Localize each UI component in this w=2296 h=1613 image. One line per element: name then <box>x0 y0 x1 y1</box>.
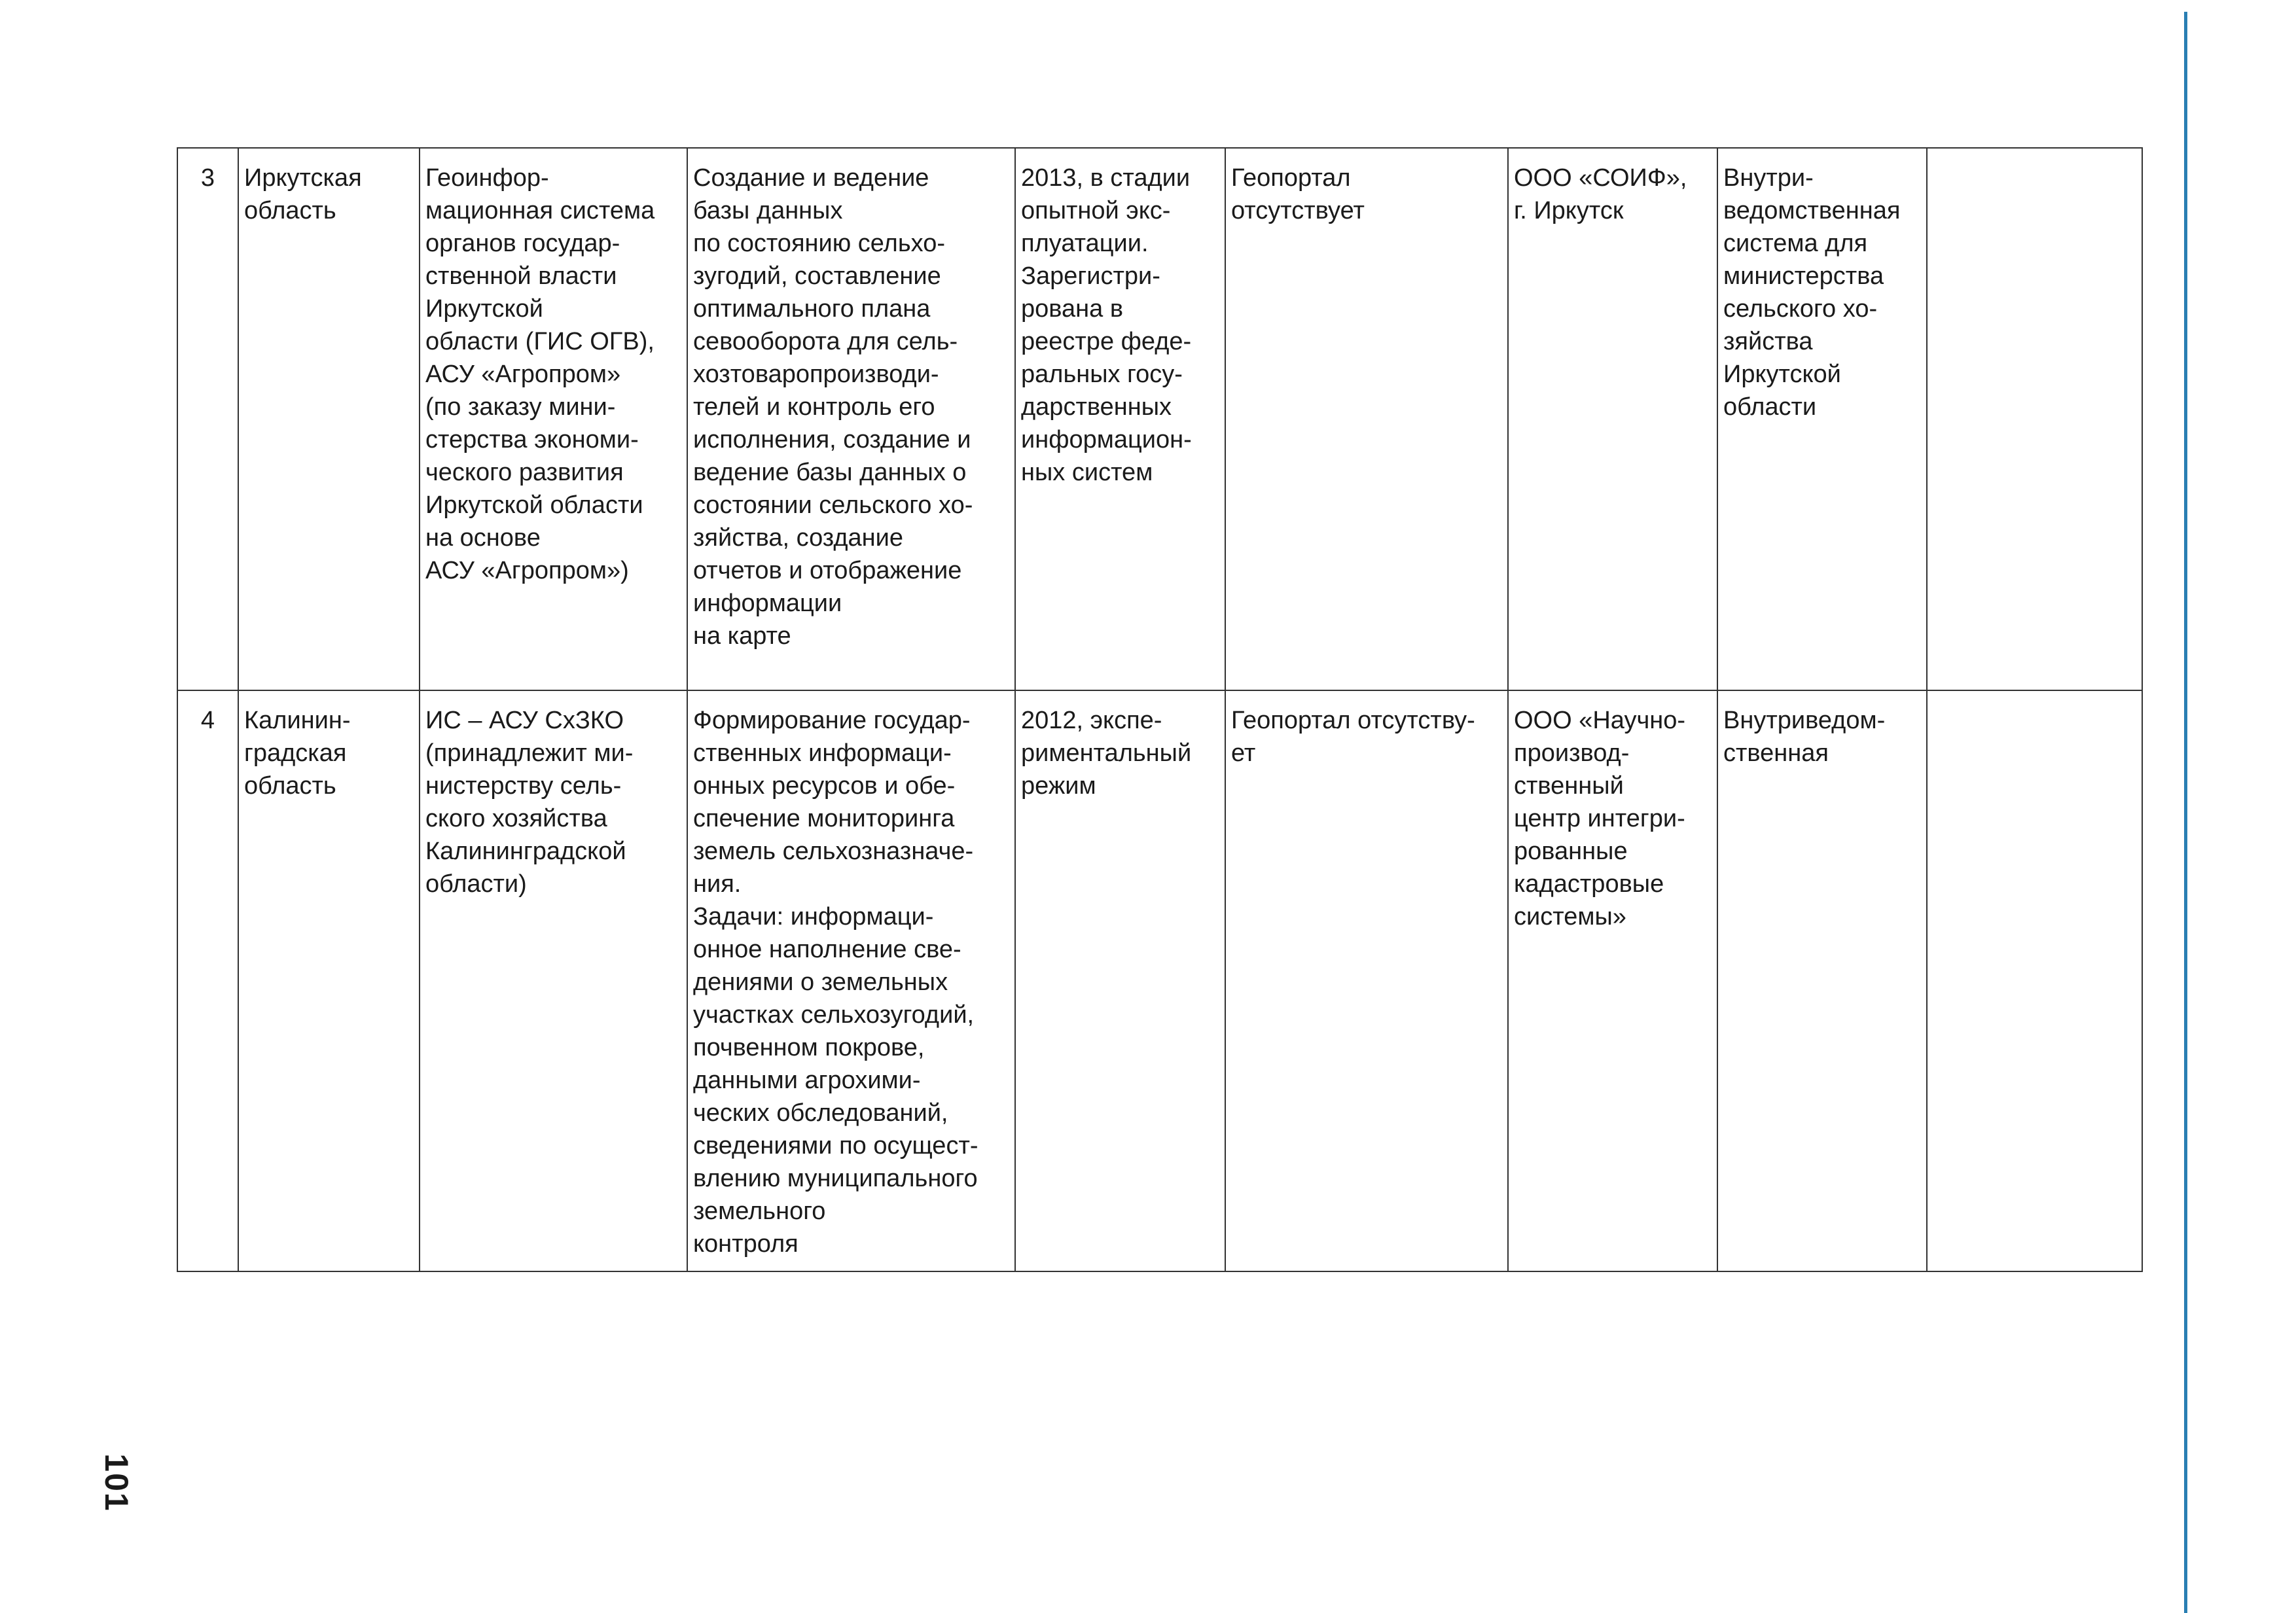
status-cell: 2013, в стадии опытной экс- плуатации. Зарегистри- рована в реестре феде- ральных госу- дарственных информацион- ных систем <box>1015 148 1225 690</box>
system-name-cell: ИС – АСУ СхЗКО (принадлежит ми- нистерству сель- ского хозяйства Калининградской области) <box>420 690 687 1271</box>
region-cell: Иркутская область <box>238 148 420 690</box>
row-number-cell: 4 <box>177 690 238 1271</box>
margin-rule <box>2184 12 2187 1613</box>
status-cell: 2012, экспе- риментальный режим <box>1015 690 1225 1271</box>
page-number: 101 <box>98 1453 135 1512</box>
table-row <box>177 690 2142 1271</box>
access-cell: Внутриведом- ственная <box>1717 690 1927 1271</box>
purpose-cell: Формирование государ- ственных информаци- онных ресурсов и обе- спечение мониторинга земель сельхозназначе- ния. Задачи: информаци- онное наполнение све- дениями о земельных участках сельхозугодий, почвенном покрове, данными агрохими- ческих обследований, сведениями по осущест- влению муниципального земельного контроля <box>687 690 1015 1271</box>
geoportal-cell: Геопортал отсутствует <box>1225 148 1508 690</box>
system-name-cell: Геоинфор- мационная система органов государ- ственной власти Иркутской области (ГИС ОГВ), АСУ «Агропром» (по заказу мини- стерства экономи- ческого развития Иркутской области на основе АСУ «Агропром») <box>420 148 687 690</box>
row-number-cell: 3 <box>177 148 238 690</box>
extra-cell <box>1927 148 2142 690</box>
registry-table <box>177 147 2143 1272</box>
purpose-cell: Создание и ведение базы данных по состоянию сельхо- зугодий, составление оптимального плана севооборота для сель- хозтоваропроизводи- телей и контроль его исполнения, создание и ведение базы данных о состоянии сельского хо- зяйства, создание отчетов и отображение информации на карте <box>687 148 1015 690</box>
developer-cell: ООО «СОИФ», г. Иркутск <box>1508 148 1717 690</box>
table-row <box>177 148 2142 690</box>
geoportal-cell: Геопортал отсутству- ет <box>1225 690 1508 1271</box>
region-cell: Калинин- градская область <box>238 690 420 1271</box>
developer-cell: ООО «Научно- производ- ственный центр интегри- рованные кадастровые системы» <box>1508 690 1717 1271</box>
extra-cell <box>1927 690 2142 1271</box>
access-cell: Внутри- ведомственная система для министерства сельского хо- зяйства Иркутской области <box>1717 148 1927 690</box>
